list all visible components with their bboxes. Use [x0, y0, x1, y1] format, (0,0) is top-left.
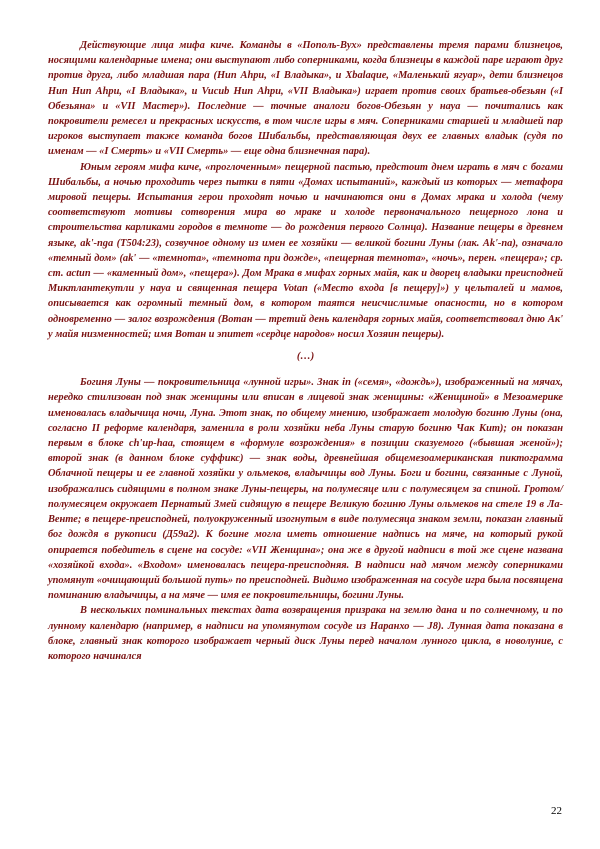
paragraph-dramatis-personae: Действующие лица мифа киче. Команды в «Пополь-Вух» представлены тремя парами близнецов, носящими календарные имена; они выступают либо соперниками, когда близнецы в каждой паре играют друг против друга, либо младшая пара (Нип Ahpu, «I Владыка», и Xbalaque, «Маленький ягуар», дети близнецов Нип Нип Ahpu, «I Владыка», и Vucub Нип Ahpu, «VII Владыка») играет против своих братьев-обезьян («I Обезьяна» и «VII Мастер»). Последние — точные аналоги богов-Обезьян у науа — почитались как покровители ремесел и прекрасных искусств, в том числе игры в мяч. Соперниками старшей и младшей пар игроков выступает также команда богов Шибальбы, представляющая двух ее главных владык (судя по именам — «I Смерть» и «VII Смерть» — еще одна близнечная пара). [48, 40, 563, 158]
document-body [48, 38, 563, 664]
page-number: 22 [551, 805, 562, 817]
paragraph-cave-trials: Юным героям мифа киче, «проглоченным» пещерной пастью, предстоит днем играть в мяч с богами Шибальбы, а ночью проходить через пытки в пяти «Домах испытаний», каждый из которых — метафора мировой пещеры. Испытания герои проходят ночью и начинаются они в Домах мрака и холода (чему соответствуют мотивы сотворения мира во мраке и холоде первоначального пещерного лона и строительства карликами городов в темноте — до рождения первого Солнца). Название пещеры в древнем языке, ak'-nga (T504:23), созвучное одному из имен ее хозяйки — великой богини Луны (лак. Ak'-na), означало «темный дом» (ak' — «темнота», «темнота при дожде», «пещерная темнота», «ночь», перен. «пещера»; ср. ст. actun — «каменный дом», «пещера»). Дом Мрака в мифах горных майя, как и дворец владыки преисподней Миктлантекутли у науа и священная пещера Votan («Место входа [в пещеру]») у цельталей и мамов, описывается как огромный темный дом, в котором таятся неисчислимые опасности, но в котором одновременно — залог возрождения (Вотан — третий день календаря горных майя, соответствовал дню Ак' у майя низменностей; имя Вотан и эпитет «сердце народов» носил Хозяин пещеры). [48, 161, 563, 340]
paragraph-moon-goddess: Богиня Луны — покровительница «лунной игры». Знак in («семя», «дождь»), изображенный на мячах, нередко стилизован под знак женщины или вписан в лицевой знак женщины: «Женщиной» в Мезоамерике именовалась владычица ночи, Луна. Этот знак, по общему мнению, изображает молодую богиню Луны (она, согласно II реформе календаря, заменила в роли хозяйки неба Луны старую богиню Чак Кит); он показан первым в блоке ch'up-haa, стоящем в «формуле возрождения» в позиции сказуемого («бывшая женой»); второй знак (в данном блоке суффикс) — знак воды, древнейшая общемезоамериканская пиктограмма Облачной пещеры и ее главной хозяйки у ольмеков, владычицы вод Луны. Боги и богини, связанные с Луной, изображались сидящими в полном знаке Луны-пещеры, на полумесяце или с полумесяцем за спиной. Гротом/полумесяцем окружает Пернатый Змей сидящую в пещере Великую богиню Луны ольмеков на стеле 19 в Ла-Венте; в пещере-преисподней, полуокруженный изогнутым в виде полумесяца знаком земли, показан главный бог дождя в рукописи (Д59а2). К богине могла иметь отношение надпись на мяче, на который рукой опирается победитель в сцене на сосуде: «VII Женщина»; она же в другой надписи в той же сцене названа «хозяйкой входа». «Входом» именовалась пещера-преисподняя. В надписи над мячом между соперниками упомянут «очищающий большой путь» по преисподней. Видимо изображенная на сосуде игра была посвящена поминанию владычицы, а на мяче — имя ее покровительницы, богини Луны. [48, 377, 563, 602]
paragraph-memorial-texts: В нескольких поминальных текстах дата возвращения призрака на землю дана и по солнечному, и по лунному календарю (например, в надписи на упомянутом сосуде из Наранхо — J8). Лунная дата показана в блоке, главный знак которого изображает черный диск Луны перед началом лунного цикла, в новолуние, с которого начинался [48, 605, 563, 662]
ellipsis-marker: (…) [296, 351, 315, 363]
